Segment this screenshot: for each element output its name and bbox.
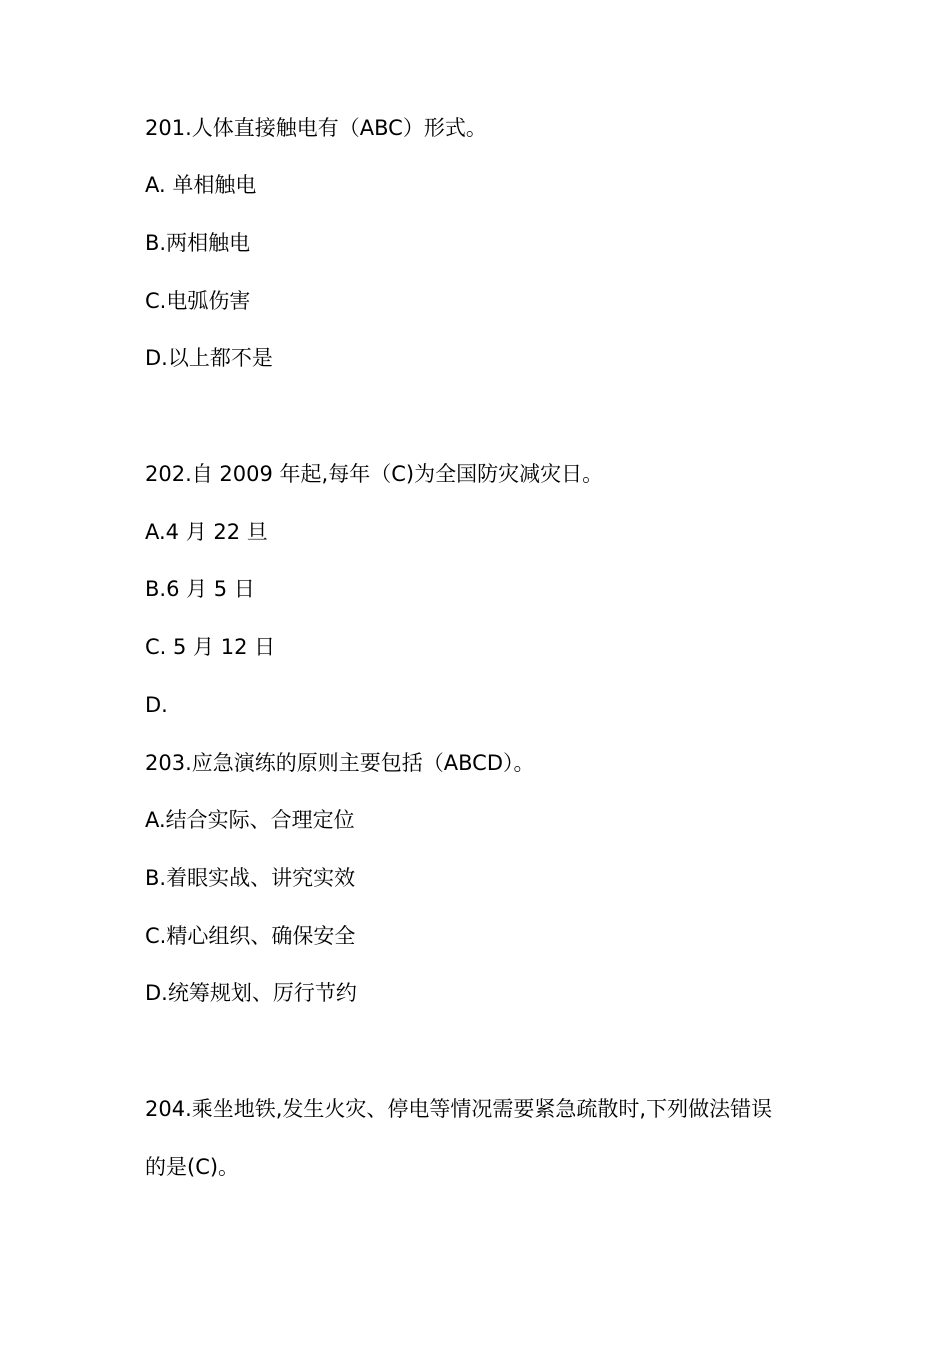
question-203-option-d: D.统筹规划、厉行节约 — [145, 981, 357, 1005]
question-201-option-d: D.以上都不是 — [145, 346, 273, 370]
question-201-option-c: C.电弧伤害 — [145, 289, 251, 313]
question-201-option-b: B.两相触电 — [145, 231, 251, 255]
question-203-option-a: A.结合实际、合理定位 — [145, 808, 355, 832]
question-202-stem: 202.自 2009 年起,每年（C)为全国防灾减灾日。 — [145, 462, 604, 486]
question-203-option-c: C.精心组织、确保安全 — [145, 924, 356, 948]
question-202-option-b: B.6 月 5 日 — [145, 577, 255, 601]
question-202-option-a: A.4 月 22 旦 — [145, 520, 268, 544]
question-202-option-d: D. — [145, 693, 168, 717]
question-202-option-c: C. 5 月 12 日 — [145, 635, 276, 659]
question-204-stem-line-1: 204.乘坐地铁,发生火灾、停电等情况需要紧急疏散时,下列做法错误 — [145, 1097, 773, 1121]
question-203-option-b: B.着眼实战、讲究实效 — [145, 866, 356, 890]
question-201-option-a: A. 单相触电 — [145, 173, 257, 197]
question-204-stem-line-2: 的是(C)。 — [145, 1155, 240, 1179]
question-201-stem: 201.人体直接触电有（ABC）形式。 — [145, 116, 487, 140]
question-203-stem: 203.应急演练的原则主要包括（ABCD）。 — [145, 751, 535, 775]
